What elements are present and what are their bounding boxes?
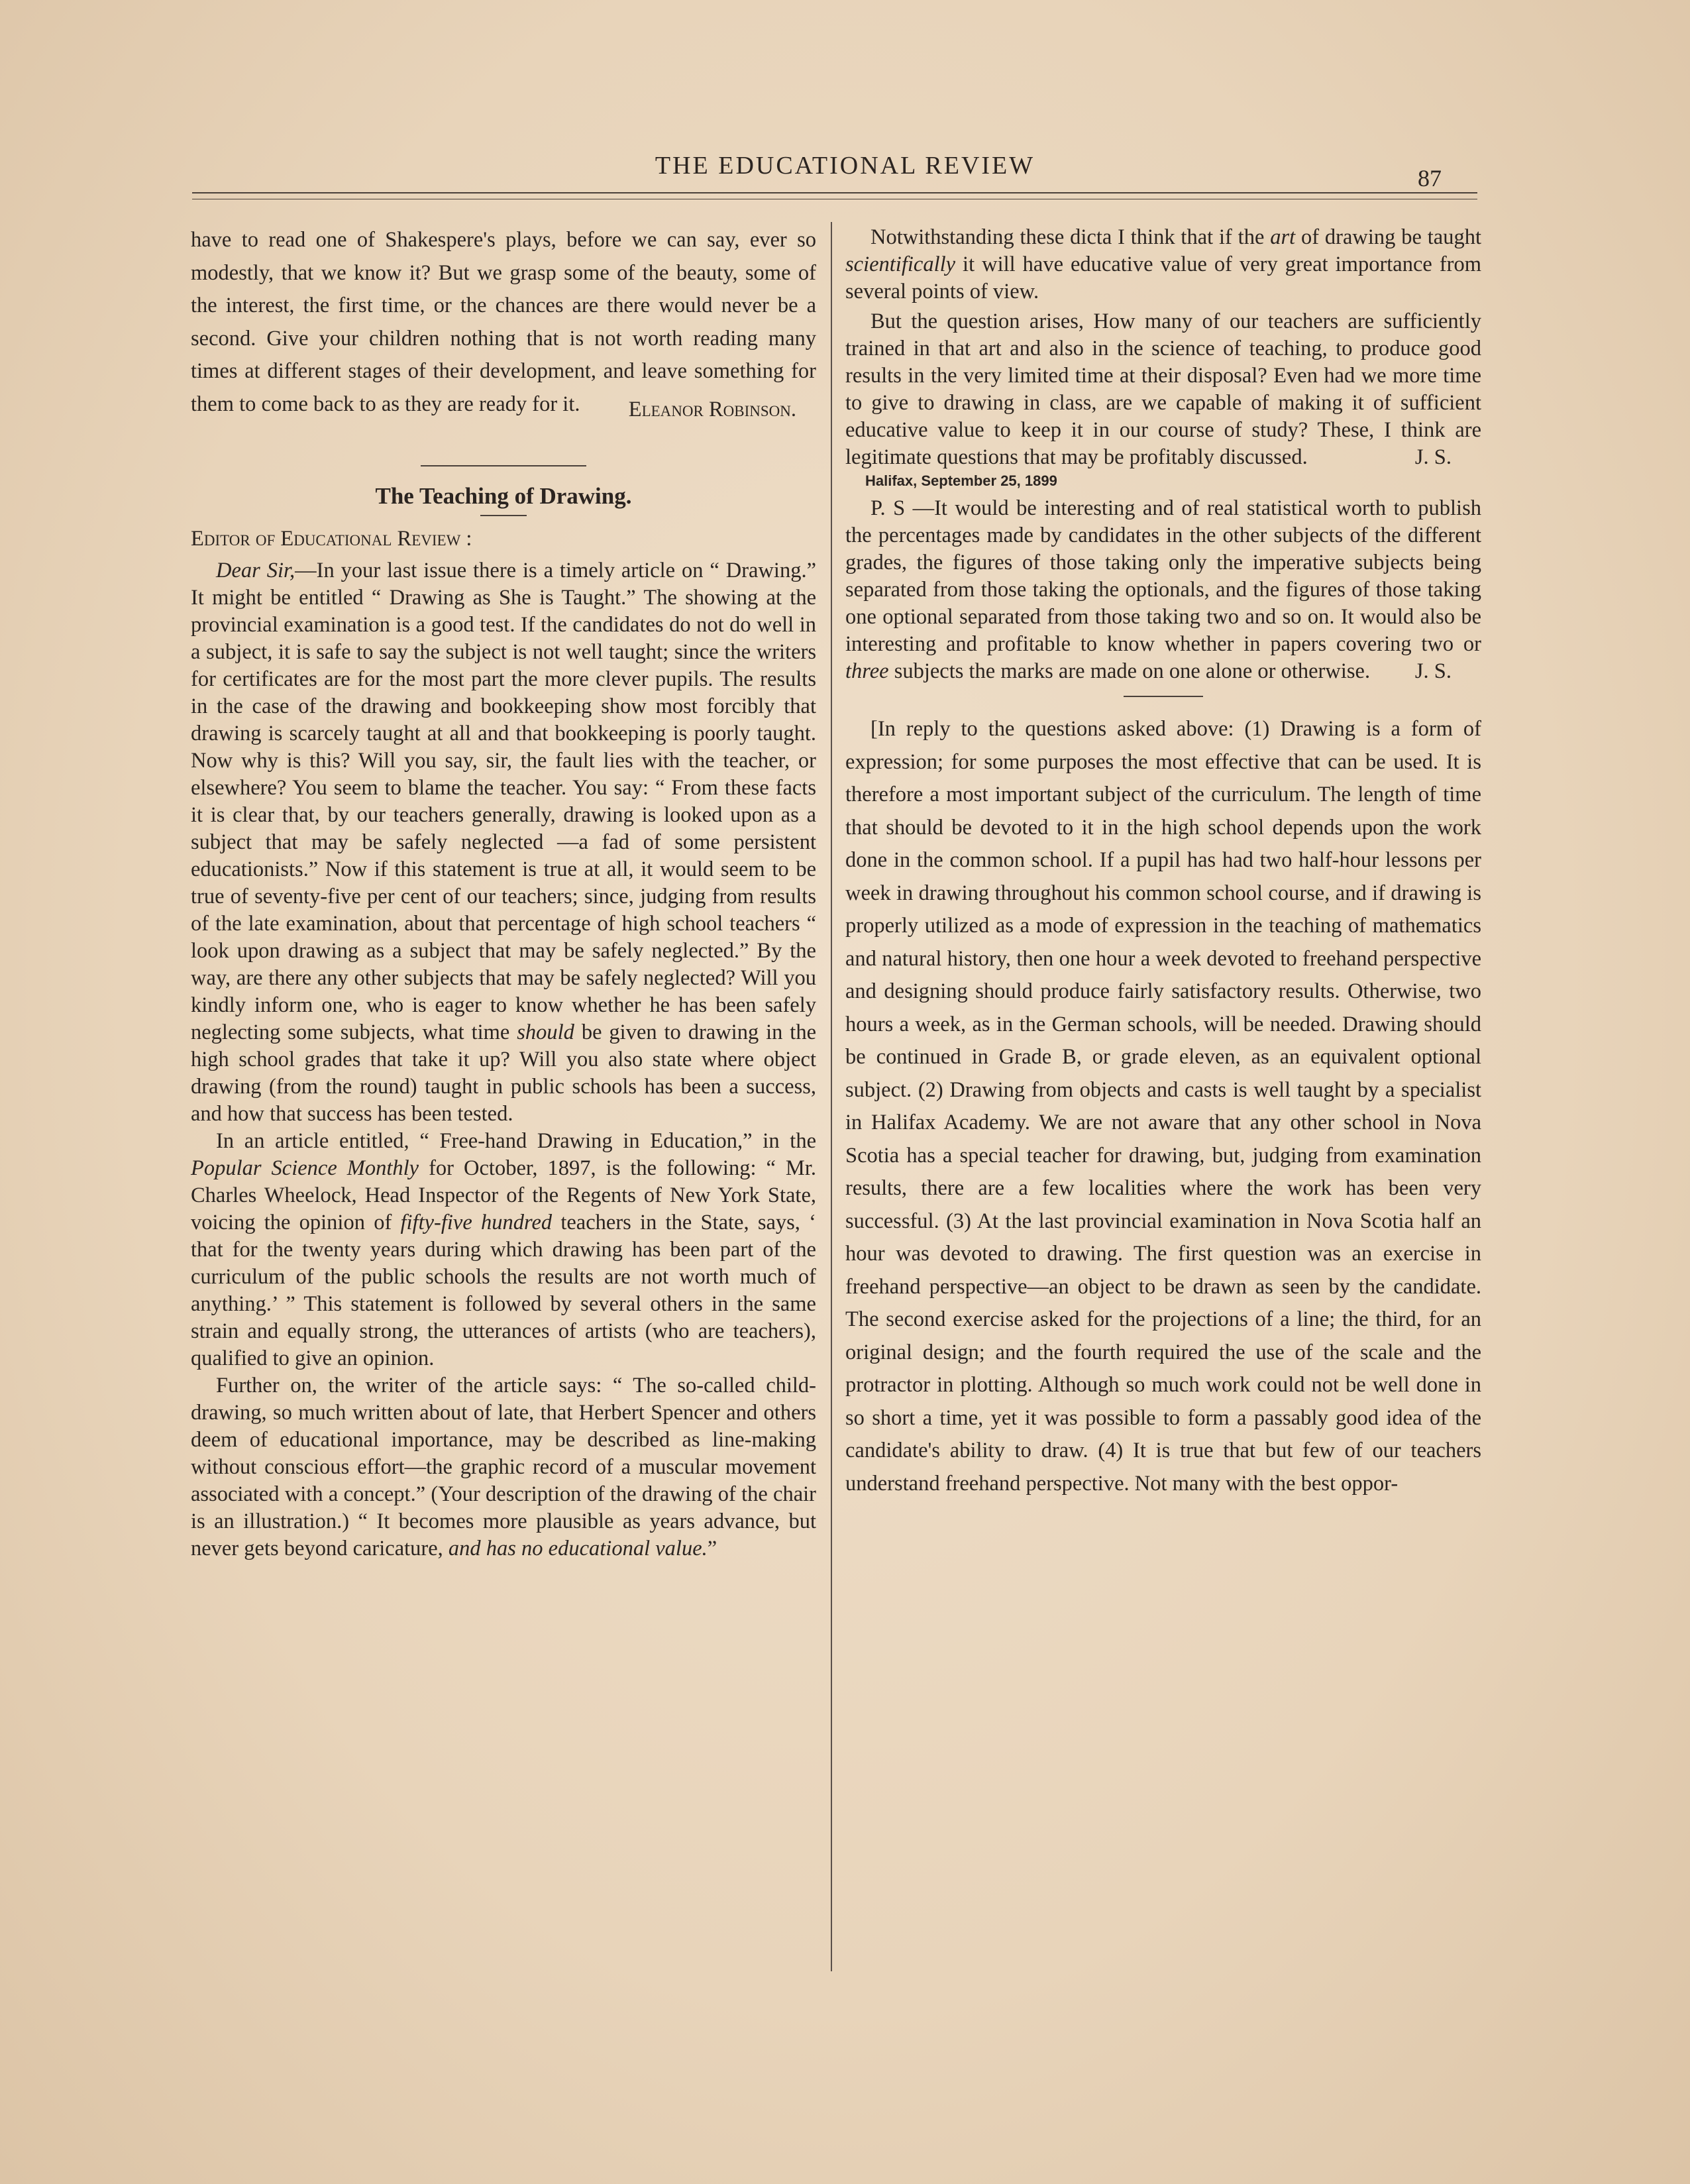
letter-opening: Dear Sir, xyxy=(216,558,295,582)
letter-paragraph-4 xyxy=(845,224,1481,305)
journal-title: Popular Science Monthly xyxy=(191,1156,419,1180)
running-header-title: THE EDUCATIONAL REVIEW xyxy=(655,152,1035,180)
continued-paragraph: have to read one of Shakespere's plays, before we can say, ever so modestly, that we know it? But we grasp some of the beauty, some of the interest, the first time, or the chances are there would never be a second. Give your children nothing that is not worth reading many times at different stages of their development, and leave something for them to come back to as they are ready for it. xyxy=(191,228,816,416)
page-number: 87 xyxy=(1418,165,1442,191)
article-title: The Teaching of Drawing. xyxy=(375,482,632,509)
left-column xyxy=(191,224,816,1562)
postscript-signature: J. S. xyxy=(1414,659,1452,683)
postscript-text: P. S —It would be interesting and of real statistical worth to publish the percentages made by candidates in the other subjects of the different grades, the figures of those taking only the imperative subjects being separated from those taking the optionals, and the figures of those taking one optional separated from those taking two and so on. It would also be interesting and profitable to know whether in papers covering two or xyxy=(845,496,1481,656)
letter-paragraph-2 xyxy=(191,1128,816,1372)
letter-paragraph-3 xyxy=(191,1372,816,1562)
header-rule xyxy=(192,192,1477,193)
letter-p2-emphasis: fifty-five hundred xyxy=(400,1210,553,1234)
letter-p2-text-cont: for October, 1897, is the following: “ Mr. Charles Wheelock, Head Inspector of the Regents of New York State, voicing the opinion of xyxy=(191,1156,816,1234)
author-signature: Eleanor Robinson. xyxy=(628,398,796,421)
letter-p4-text-cont: of drawing be taught xyxy=(1295,225,1481,249)
letter-p1-text: —In your last issue there is a timely article on “ Drawing.” It might be entitled “ Drawing as She is Taught.” The showing at the provincial examination is a good test. If the candidates do not do well in a subject, it is safe to say the subject is not well taught; since the writers for certificates are for the most part the more clever pupils. The results in the case of the drawing and bookkeeping show most forcibly that drawing is scarcely taught at all and that bookkeeping is poorly taught. Now why is this? Will you say, sir, the fault lies with the teacher, or elsewhere? You seem to blame the teacher. You say: “ From these facts it is clear that, by our teachers generally, drawing is looked upon as a subject that may be safely neglected —a fad of some persistent educationists.” Now if this statement is true at all, it would seem to be true of seventy-five per cent of our teachers; since, judging from results of the late examination, about that percentage of high school teachers “ look upon drawing as a subject that may be safely neglected.” By the way, are there any other subjects that may be safely neglected? Will you kindly inform one, who is eager to know whether he has been safely neglecting some subjects, what time xyxy=(191,558,816,1044)
reply-divider xyxy=(1124,696,1203,697)
postscript-text-end: subjects the marks are made on one alone or otherwise. xyxy=(888,659,1371,683)
letter-p2-text-end: teachers in the State, says, ‘ that for the twenty years during which drawing has been part of the curriculum of the public schools the results are not worth much of anything.’ ” This statement is followed by several others in the same strain and equally strong, the utterances of artists (who are teachers), qualified to give an opinion. xyxy=(191,1210,816,1370)
right-column xyxy=(845,224,1481,1500)
letter-paragraph-5: But the question arises, How many of our teachers are sufficiently trained in that art and also in the science of teaching, to produce good results in the very limited time at their disposal? Even had we more time to give to drawing in class, are we capable of making it of sufficient educative value to keep it in our course of study? These, I think are legitimate questions that may be profitably discussed. xyxy=(845,309,1481,469)
letter-paragraph-1 xyxy=(191,557,816,1128)
letter-dateline: Halifax, September 25, 1899 xyxy=(865,472,1057,489)
letter-p2-text: In an article entitled, “ Free-hand Drawing in Education,” in the xyxy=(216,1128,816,1153)
letter-p1-text-cont: be given to drawing in the high school grades that take it up? Will you also state where object drawing (from the round) taught in public schools has been a success, and how that success has been tested. xyxy=(191,1020,816,1126)
postscript xyxy=(845,495,1481,685)
section-divider xyxy=(421,465,586,466)
editor-reply: [In reply to the questions asked above: (1) Drawing is a form of expression; for some purposes the most effective that can be used. It is therefore a most important subject of the curriculum. The length of time that should be devoted to it in the high school depends upon the work done in the common school. If a pupil has had two half-hour lessons per week in drawing throughout his common school course, and if drawing is properly utilized as a mode of expression in the teaching of mathematics and natural history, then one hour a week devoted to freehand perspective and designing should produce fairly satisfactory results. Otherwise, two hours a week, as in the German schools, will be needed. Drawing should be continued in Grade B, or grade eleven, as an equivalent optional subject. (2) Drawing from objects and casts is well taught by a specialist in Halifax Academy. We are not aware that any other school in Nova Scotia has a special teacher for drawing, but, judging from examination results, there are a few localities where the work has been very successful. (3) At the last provincial examination in Nova Scotia half an hour was devoted to drawing. The first question was an exercise in freehand perspective—an object to be drawn as seen by the candidate. The second exercise asked for the projections of a line; the third, for an original design; and the fourth required the use of the scale and the protractor in plotting. Although so much work could not be well done in so short a time, yet it was possible to form a passably good idea of the candidate's ability to draw. (4) It is true that but few of our teachers understand freehand perspective. Not many with the best oppor- xyxy=(845,717,1481,1496)
letter-p4-text-end: it will have educative value of very great importance from several points of view. xyxy=(845,252,1481,303)
postscript-emphasis: three xyxy=(845,659,889,683)
title-underline xyxy=(480,515,527,516)
letter-p4-text: Notwithstanding these dicta I think that if the xyxy=(871,225,1271,249)
letter-p3-text: Further on, the writer of the article says: “ The so-called child-drawing, so much written about of late, that Herbert Spencer and others deem of educational importance, may be described as line-making without conscious effort—the graphic record of a muscular movement associated with a concept.” (Your description of the drawing of the chair is an illustration.) “ It becomes more plausible as years advance, but never gets beyond caricature, xyxy=(191,1373,816,1560)
letter-signature: J. S. xyxy=(1414,445,1452,469)
column-divider xyxy=(831,222,832,1971)
letter-salutation: Editor of Educational Review : xyxy=(191,527,472,551)
letter-p4-emphasis-scientifically: scientifically xyxy=(845,252,956,276)
letter-p4-emphasis-art: art xyxy=(1270,225,1296,249)
letter-p1-emphasis: should xyxy=(517,1020,574,1044)
letter-p3-close-quote: ” xyxy=(707,1536,717,1560)
letter-p3-emphasis: and has no educational value. xyxy=(448,1536,708,1560)
